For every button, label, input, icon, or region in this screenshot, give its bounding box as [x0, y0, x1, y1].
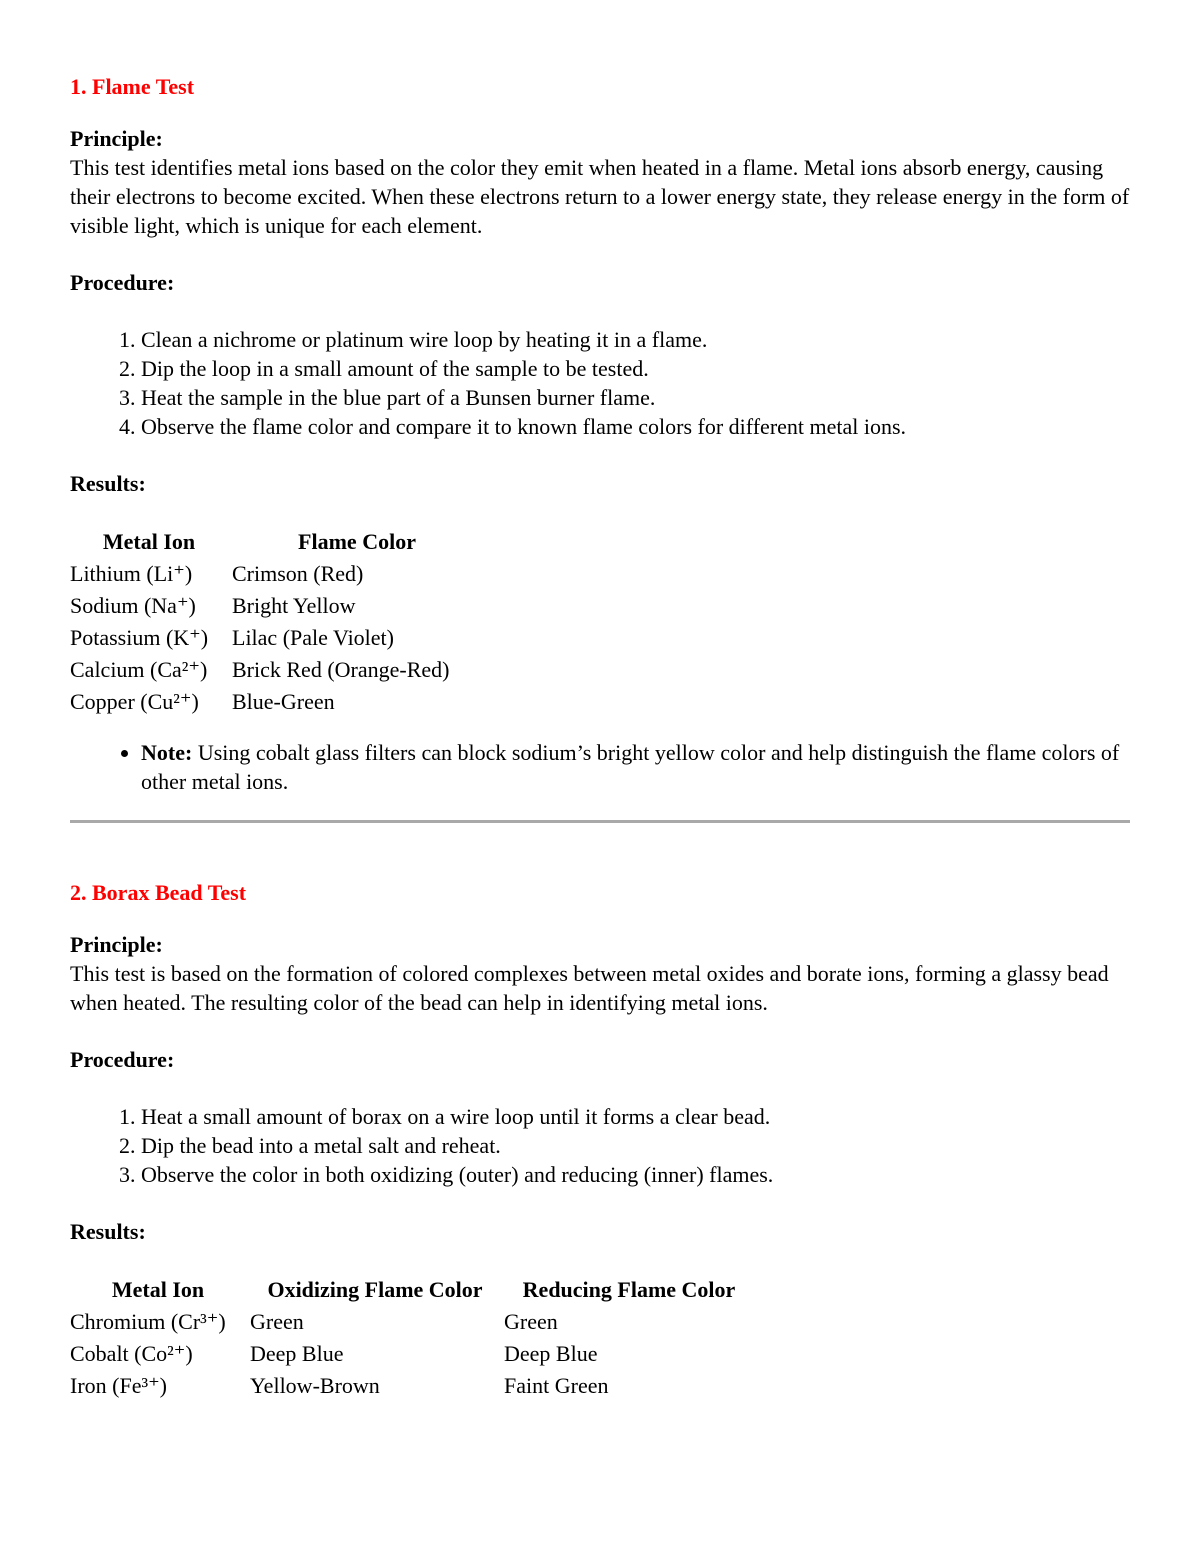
table-cell: Brick Red (Orange-Red): [232, 657, 450, 682]
table-cell: Bright Yellow: [232, 593, 356, 618]
procedure-step: 2. Dip the bead into a metal salt and reheat.: [141, 1131, 1130, 1160]
table-cell: Crimson (Red): [232, 561, 364, 586]
note-text: Using cobalt glass filters can block sodium’s bright yellow color and help distinguish the flame colors of other metal ions.: [141, 740, 1120, 794]
table-header-cell: Reducing Flame Color: [522, 1277, 736, 1302]
document-page: [70, 70, 1130, 1402]
flame-principle-text: This test identifies metal ions based on the color they emit when heated in a flame. Metal ions absorb energy, causing their electrons to become excited. When these electrons return to a lower energy state, they release energy in the form of visible light, which is unique for each element.: [70, 155, 1130, 238]
table-row: [68, 622, 484, 654]
table-cell: Lilac (Pale Violet): [232, 625, 394, 650]
procedure-step: 4. Observe the flame color and compare it to known flame colors for different metal ions.: [141, 412, 1130, 441]
procedure-step: 1. Clean a nichrome or platinum wire loop by heating it in a flame.: [141, 325, 1130, 354]
note-label: Note:: [141, 740, 193, 765]
flame-test-section: [70, 70, 1130, 796]
borax-principle-text: This test is based on the formation of colored complexes between metal oxides and borate ions, forming a glassy bead when heated. The resulting color of the bead can help in identifying metal ions.: [70, 961, 1109, 1015]
table-row: [68, 654, 484, 686]
borax-principle-label: Principle:: [70, 932, 163, 957]
flame-principle-label: Principle:: [70, 126, 163, 151]
table-header-cell: Metal Ion: [102, 529, 196, 554]
table-cell: Green: [250, 1309, 304, 1334]
flame-test-title: 1. Flame Test: [70, 74, 195, 99]
table-row: [68, 590, 484, 622]
borax-procedure-list: [70, 1102, 1130, 1189]
table-cell: Blue-Green: [232, 689, 335, 714]
table-cell: Cobalt (Co²⁺): [70, 1341, 193, 1366]
borax-procedure-label: Procedure:: [70, 1047, 175, 1072]
table-cell: Lithium (Li⁺): [70, 561, 193, 586]
table-cell: Potassium (K⁺): [70, 625, 209, 650]
table-cell: Deep Blue: [250, 1341, 344, 1366]
note-item: [141, 738, 1130, 796]
borax-test-section: [70, 876, 1130, 1402]
flame-results-table: [68, 526, 484, 718]
table-cell: Copper (Cu²⁺): [70, 689, 199, 714]
procedure-step: 3. Heat the sample in the blue part of a Bunsen burner flame.: [141, 383, 1130, 412]
flame-procedure-list: [70, 325, 1130, 441]
table-cell: Faint Green: [504, 1373, 609, 1398]
table-row: [68, 1306, 756, 1338]
borax-results-table: [68, 1274, 756, 1402]
table-cell: Yellow-Brown: [250, 1373, 380, 1398]
table-row: [68, 686, 484, 718]
table-header-row: [68, 526, 484, 558]
procedure-step: 2. Dip the loop in a small amount of the sample to be tested.: [141, 354, 1130, 383]
table-cell: Chromium (Cr³⁺): [70, 1309, 226, 1334]
table-header-cell: Metal Ion: [111, 1277, 205, 1302]
table-cell: Sodium (Na⁺): [70, 593, 196, 618]
borax-results-label: Results:: [70, 1219, 146, 1244]
procedure-step: 1. Heat a small amount of borax on a wire loop until it forms a clear bead.: [141, 1102, 1130, 1131]
table-row: [68, 1370, 756, 1402]
table-header-cell: Flame Color: [298, 529, 416, 554]
table-header-row: [68, 1274, 756, 1306]
procedure-step: 3. Observe the color in both oxidizing (outer) and reducing (inner) flames.: [141, 1160, 1130, 1189]
borax-test-title: 2. Borax Bead Test: [70, 880, 247, 905]
table-cell: Green: [504, 1309, 558, 1334]
flame-results-label: Results:: [70, 471, 146, 496]
table-cell: Deep Blue: [504, 1341, 598, 1366]
flame-procedure-label: Procedure:: [70, 270, 175, 295]
table-row: [68, 1338, 756, 1370]
table-row: [68, 558, 484, 590]
table-cell: Calcium (Ca²⁺): [70, 657, 208, 682]
table-cell: Iron (Fe³⁺): [70, 1373, 168, 1398]
table-header-cell: Oxidizing Flame Color: [267, 1277, 483, 1302]
flame-notes-list: [70, 738, 1130, 796]
